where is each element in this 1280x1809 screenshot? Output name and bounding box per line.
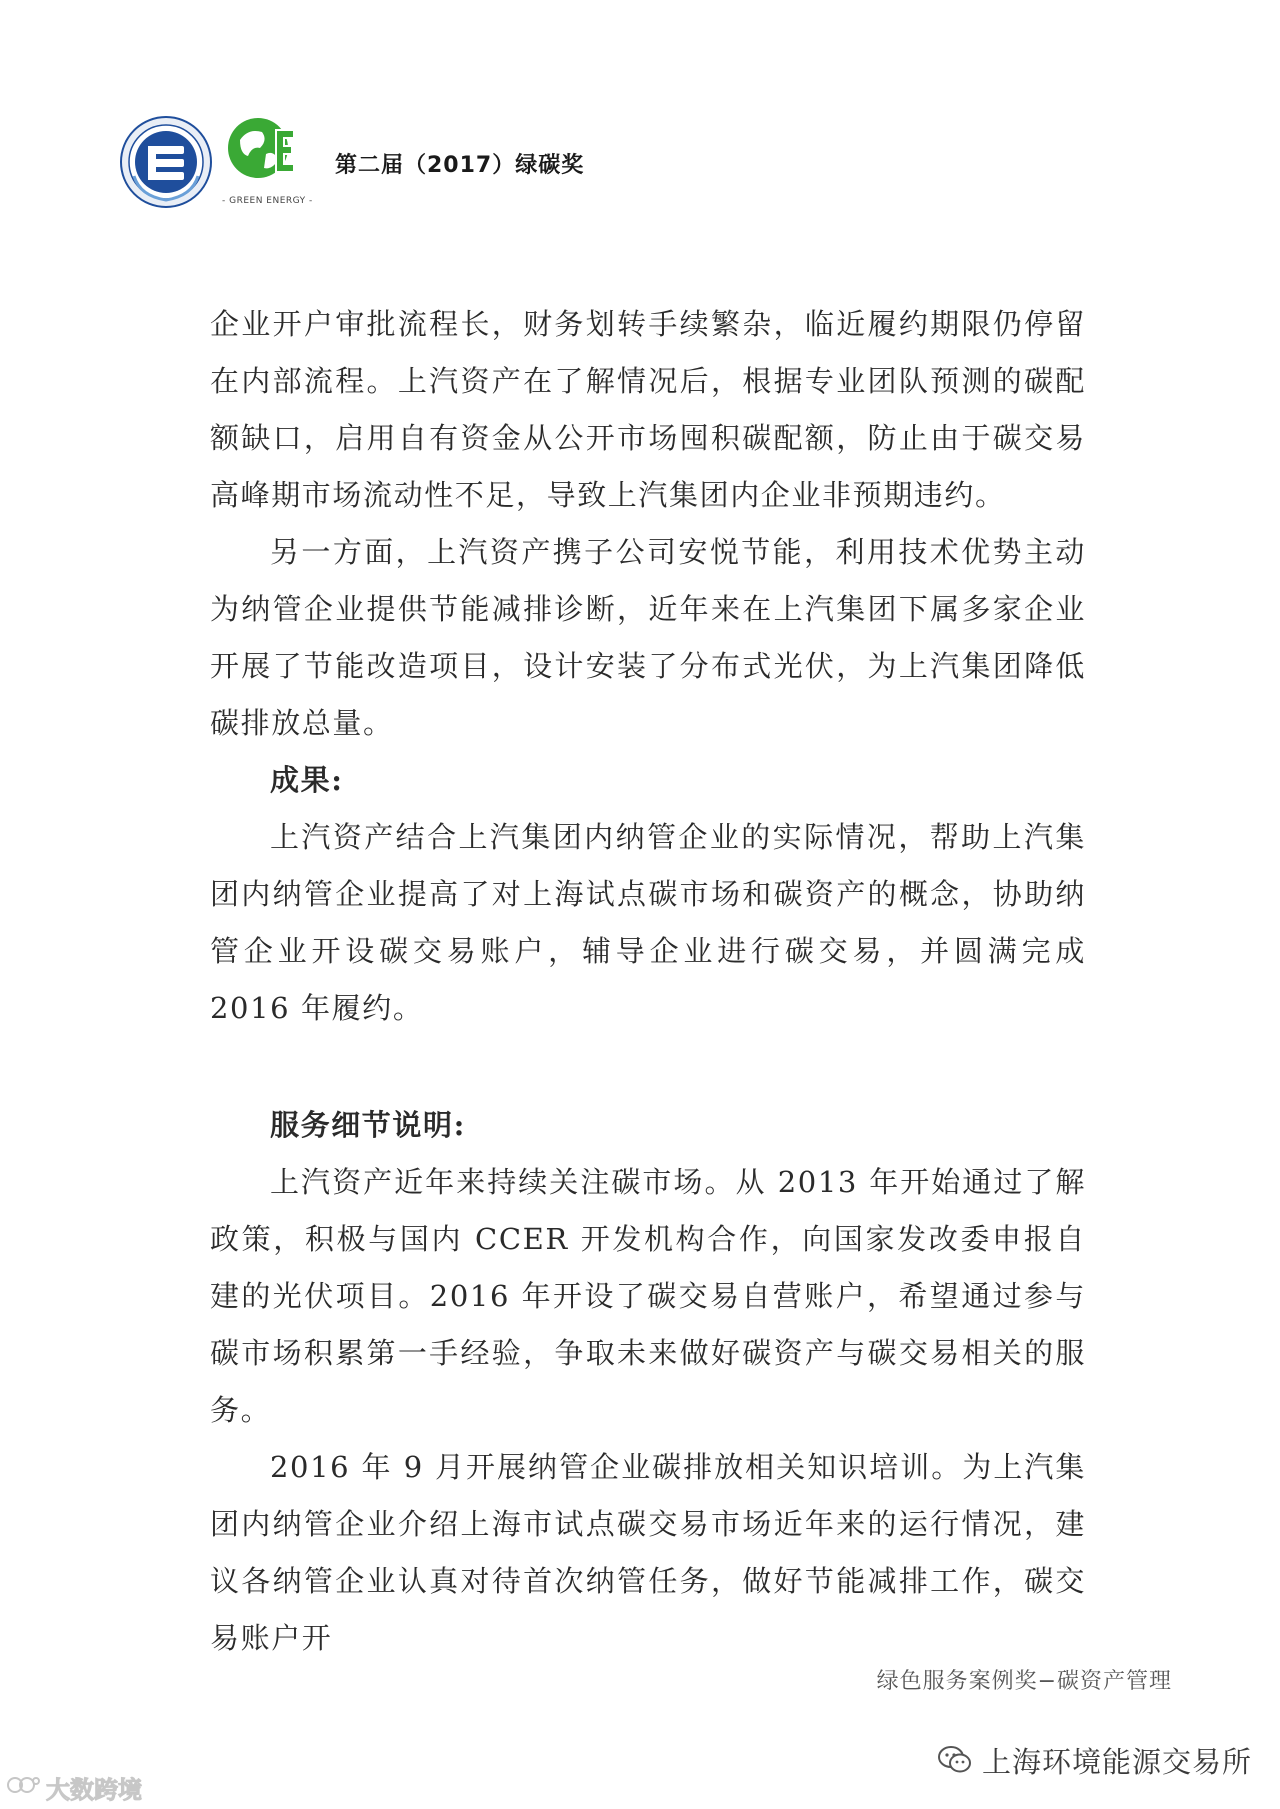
wechat-watermark: [938, 1740, 1252, 1780]
section-heading-results: 成果:: [270, 763, 344, 797]
paragraph-5: 2016 年 9 月开展纳管企业碳排放相关知识培训。为上汽集团内纳管企业介绍上海市试点碳交易市场近年来的运行情况，建议各纳管企业认真对待首次纳管任务，做好节能减排工作，碳交易账户开: [210, 1450, 1086, 1655]
section-heading-service-details: 服务细节说明:: [270, 1108, 466, 1142]
watermark-brand-name: 大数跨境: [46, 1775, 142, 1804]
paragraph-2: 另一方面，上汽资产携子公司安悦节能，利用技术优势主动为纳管企业提供节能减排诊断，近年来在上汽集团下属多家企业开展了节能改造项目，设计安装了分布式光伏，为上汽集团降低碳排放总量。: [210, 535, 1086, 740]
watermark-logo-icon: [6, 1773, 40, 1801]
green-energy-logo: [222, 110, 313, 210]
exchange-logo-icon: [120, 116, 212, 208]
wechat-icon: [938, 1745, 972, 1775]
page-title: 第二届（2017）绿碳奖: [335, 153, 585, 178]
footer-category-label: 绿色服务案例奖−碳资产管理: [876, 1669, 1172, 1694]
paragraph-1: 企业开户审批流程长，财务划转手续繁杂，临近履约期限仍停留在内部流程。上汽资产在了解情况后，根据专业团队预测的碳配额缺口，启用自有资金从公开市场囤积碳配额，防止由于碳交易高峰期市场流动性不足，导致上汽集团内企业非预期违约。: [210, 307, 1086, 512]
green-energy-caption: - GREEN ENERGY -: [222, 196, 313, 206]
corner-watermark: [6, 1770, 142, 1804]
section-gap: [210, 1037, 1086, 1097]
document-body: [210, 296, 1086, 1667]
page-header: [120, 108, 820, 208]
green-energy-logo-icon: [222, 110, 304, 192]
paragraph-4: 上汽资产近年来持续关注碳市场。从 2013 年开始通过了解政策，积极与国内 CCER 开发机构合作，向国家发改委申报自建的光伏项目。2016 年开设了碳交易自营账户，希望通过参与碳市场积累第一手经验，争取未来做好碳资产与碳交易相关的服务。: [210, 1165, 1086, 1427]
wechat-account-name: 上海环境能源交易所: [981, 1744, 1252, 1779]
paragraph-3: 上汽资产结合上汽集团内纳管企业的实际情况，帮助上汽集团内纳管企业提高了对上海试点碳市场和碳资产的概念，协助纳管企业开设碳交易账户，辅导企业进行碳交易，并圆满完成 2016 年履约。: [210, 820, 1086, 1025]
